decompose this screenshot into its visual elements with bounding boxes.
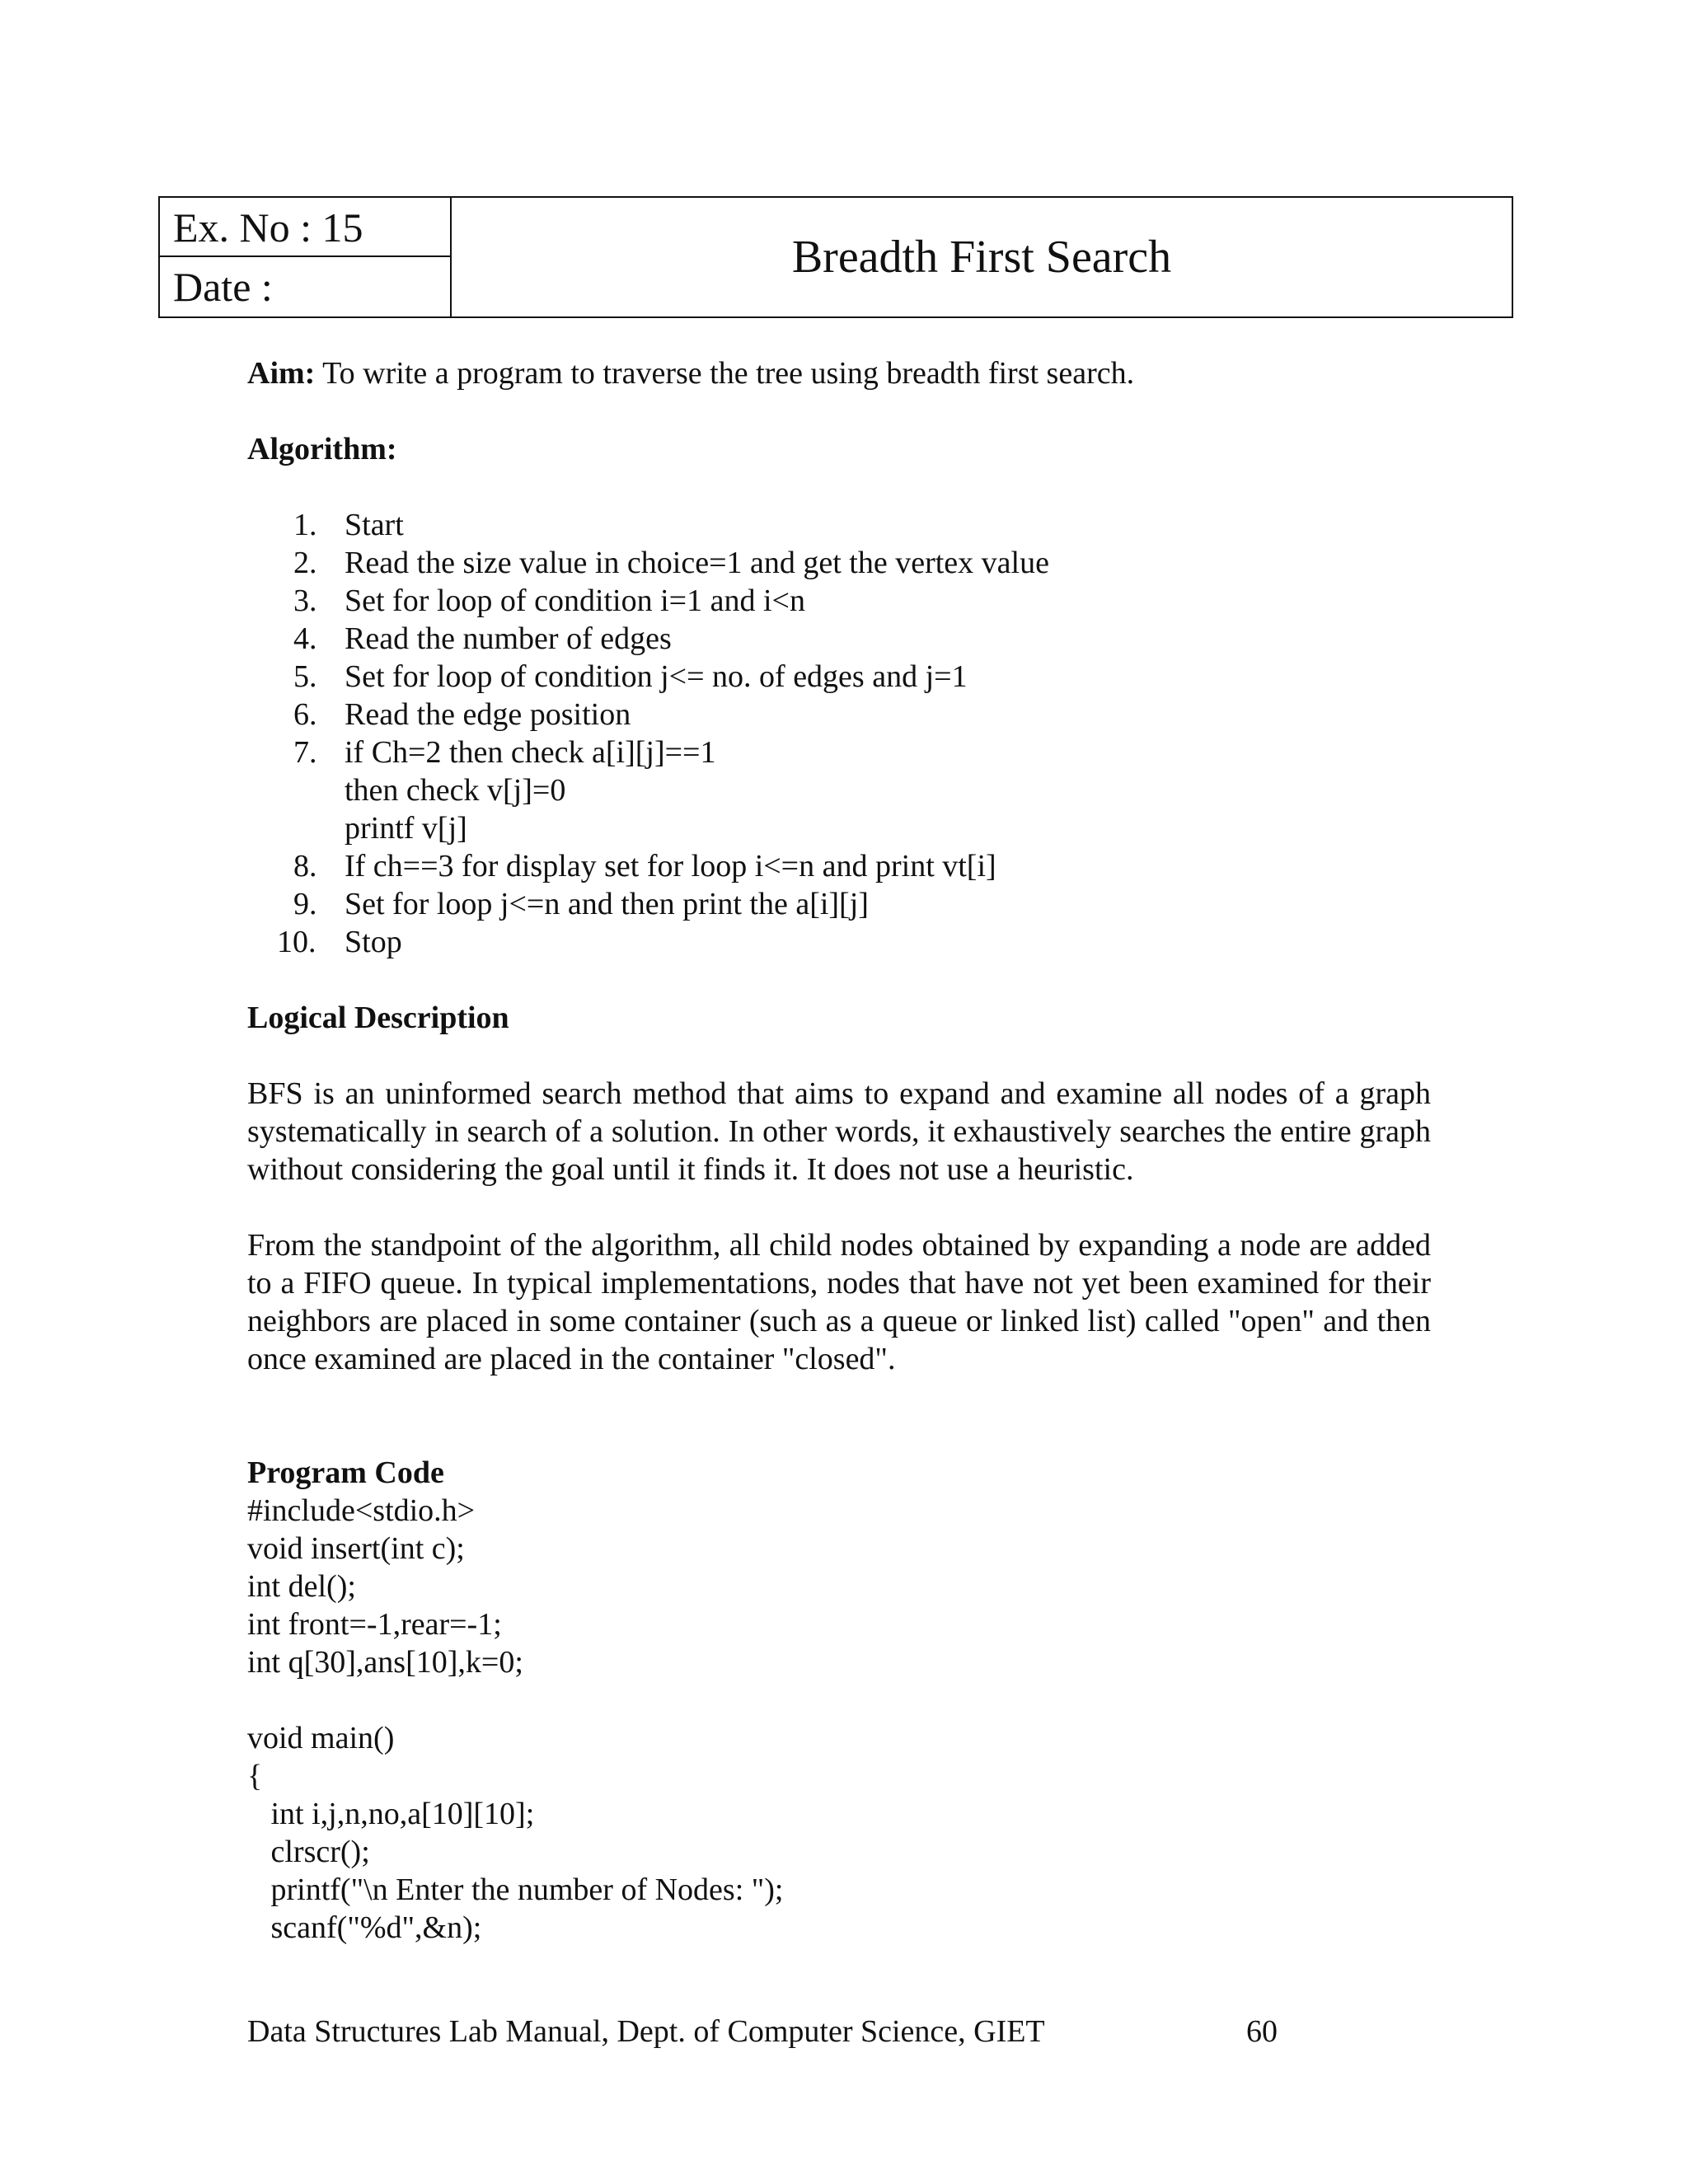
exercise-title: Breadth First Search: [791, 232, 1172, 283]
algorithm-step-text: Start: [345, 508, 404, 542]
algorithm-step: [247, 506, 1431, 544]
exercise-date: Date :: [173, 264, 273, 310]
header-left-column: [160, 198, 452, 316]
algorithm-step-text: if Ch=2 then check a[i][j]==1: [345, 735, 716, 770]
algorithm-step: [247, 582, 1431, 620]
aim-label: Aim:: [247, 356, 316, 391]
algorithm-step-number: 6.: [293, 697, 317, 732]
logical-description-paragraph-1: BFS is an uninformed search method that aims to expand and examine all nodes of a graph systematically in search of a solution. In other words, it exhaustively searches the entire graph without considering the goal until it finds it. It does not use a heuristic.: [247, 1076, 1431, 1187]
exercise-number: Ex. No : 15: [160, 198, 450, 257]
algorithm-step: [247, 620, 1431, 658]
algorithm-step-text: Set for loop of condition j<= no. of edges and j=1: [345, 659, 968, 694]
algorithm-step: [247, 658, 1431, 696]
program-code: #include<stdio.h> void insert(int c); int del(); int front=-1,rear=-1; int q[30],ans[10],k=0; void main() { int i,j,n,no,a[10][10]; clrscr(); printf("\n Enter the number of Nodes: "); scanf("%d",&n);: [247, 1493, 784, 1945]
algorithm-step-number: 9.: [293, 887, 317, 921]
algorithm-step-text: then check v[j]=0: [345, 773, 566, 808]
logical-description-heading: Logical Description: [247, 1001, 509, 1035]
algorithm-step-number: 4.: [293, 621, 317, 656]
algorithm-steps: [247, 506, 1431, 961]
algorithm-step-text: Set for loop of condition i=1 and i<n: [345, 583, 805, 618]
algorithm-step-number: 5.: [293, 659, 317, 694]
algorithm-step-number: 7.: [293, 735, 317, 770]
algorithm-step: [247, 885, 1431, 923]
page-number: 60: [1246, 2014, 1278, 2049]
algorithm-step-text: Read the edge position: [345, 697, 631, 732]
algorithm-step-text: Read the size value in choice=1 and get the vertex value: [345, 546, 1049, 580]
algorithm-step-text: If ch==3 for display set for loop i<=n and print vt[i]: [345, 849, 996, 883]
algorithm-step-number: 1.: [293, 508, 317, 542]
exercise-header-table: [158, 196, 1513, 318]
program-code-heading: Program Code: [247, 1455, 444, 1490]
algorithm-step-number: 2.: [293, 546, 317, 580]
algorithm-step: [247, 733, 1431, 847]
algorithm-step-text: Read the number of edges: [345, 621, 672, 656]
algorithm-step: [247, 696, 1431, 733]
algorithm-step-number: 3.: [293, 583, 317, 618]
footer-text: Data Structures Lab Manual, Dept. of Computer Science, GIET: [247, 2014, 1045, 2049]
algorithm-step-text: printf v[j]: [345, 811, 467, 846]
algorithm-step: [247, 847, 1431, 885]
section-spacer: [247, 1416, 1431, 1454]
aim-statement: [247, 354, 1431, 392]
algorithm-heading: Algorithm:: [247, 432, 397, 466]
algorithm-step: [247, 923, 1431, 961]
aim-text: To write a program to traverse the tree using breadth first search.: [315, 356, 1135, 391]
algorithm-step: [247, 544, 1431, 582]
logical-description-paragraph-2: From the standpoint of the algorithm, all child nodes obtained by expanding a node are added to a FIFO queue. In typical implementations, nodes that have not yet been examined for their neighbors are placed in some container (such as a queue or linked list) called "open" and then once examined are placed in the container "closed".: [247, 1228, 1431, 1376]
algorithm-step-text: Stop: [345, 925, 402, 959]
algorithm-step-number: 8.: [293, 849, 317, 883]
algorithm-step-number: 10.: [277, 925, 316, 959]
page-content: [247, 354, 1431, 1947]
algorithm-step-text: Set for loop j<=n and then print the a[i][j]: [345, 887, 869, 921]
